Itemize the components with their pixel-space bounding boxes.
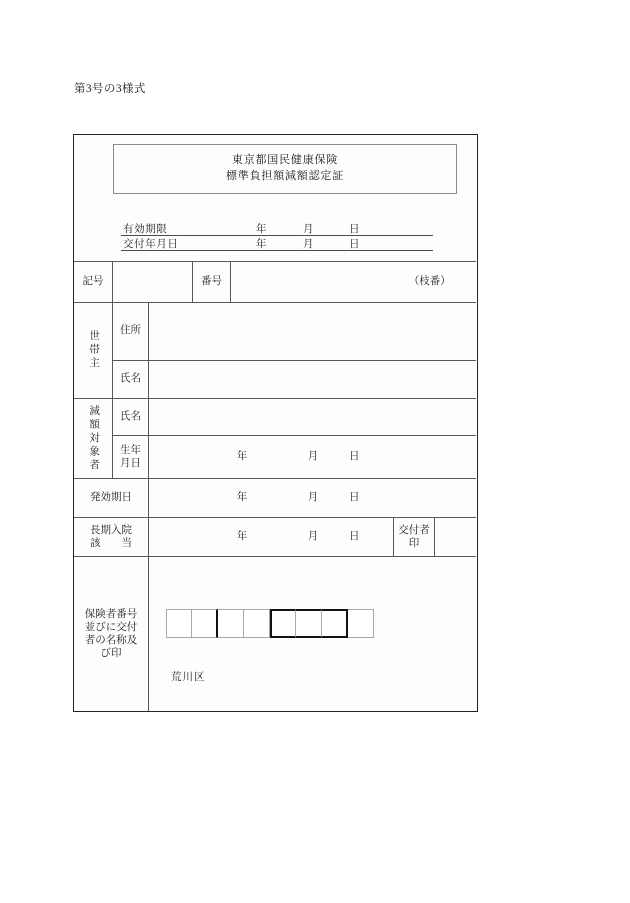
subject-birthdate-value-cell[interactable]	[149, 436, 476, 479]
subject-birthdate-label-line-2: 月日	[120, 458, 141, 469]
householder-address-label-cell	[113, 303, 149, 361]
subject-birthdate-label	[120, 444, 141, 470]
symbol-value-cell[interactable]	[113, 261, 193, 303]
number-label-cell	[193, 261, 231, 303]
effective-date-month-mark: 月	[307, 491, 319, 503]
issuer-seal-label-line-1: 交付者	[398, 524, 430, 536]
subject-name-label-cell	[113, 399, 149, 436]
issue-date-row	[121, 236, 433, 251]
long-term-hospitalization-date-cell[interactable]	[149, 518, 394, 557]
subject-birth-month-mark: 月	[307, 450, 319, 462]
certificate-title-box	[113, 144, 457, 194]
long-term-year-mark: 年	[236, 530, 248, 542]
long-term-day-mark: 日	[349, 530, 360, 542]
issue-month-mark: 月	[303, 239, 314, 250]
subject-birthdate-label-line-1: 生年	[120, 444, 141, 456]
effective-date-year-mark: 年	[236, 491, 248, 503]
issue-day-mark: 日	[349, 239, 360, 250]
insurer-label	[85, 608, 138, 661]
validity-year-mark: 年	[256, 224, 267, 235]
certificate-title-line-2: 標準負担額減額認定証	[226, 170, 344, 182]
issuer-seal-value-cell[interactable]	[435, 518, 476, 557]
branch-number-cell[interactable]	[231, 261, 476, 303]
long-term-hospitalization-label	[90, 524, 132, 550]
subject-name-value-cell[interactable]	[149, 399, 476, 436]
householder-name-label-cell	[113, 361, 149, 399]
symbol-label: 記号	[82, 275, 104, 287]
insurer-label-line-1: 保険者番号	[84, 608, 138, 620]
subject-section-label-cell	[74, 399, 113, 479]
effective-date-label-cell	[74, 479, 149, 518]
certificate-frame	[73, 134, 478, 712]
long-term-hospitalization-label-line-1: 長期入院	[90, 524, 132, 536]
insurer-label-cell	[74, 557, 149, 711]
insurer-number-digit-4[interactable]	[244, 609, 270, 638]
effective-date-value-cell[interactable]	[149, 479, 476, 518]
number-label: 番号	[201, 275, 222, 287]
insurer-name: 荒川区	[171, 672, 206, 683]
householder-address-value-cell[interactable]	[149, 303, 476, 361]
issuer-seal-label	[398, 524, 430, 550]
insurer-number-boxes[interactable]	[166, 609, 374, 638]
insurer-number-digit-8[interactable]	[348, 609, 374, 638]
form-number-label: 第3号の3様式	[74, 83, 146, 95]
subject-name-label: 氏名	[120, 410, 141, 422]
validity-period-label: 有効期限	[123, 224, 168, 235]
effective-date-label: 発効期日	[90, 491, 132, 503]
symbol-label-cell	[74, 261, 113, 303]
insurer-label-line-4: び印	[100, 648, 122, 660]
validity-month-mark: 月	[303, 224, 314, 235]
insurer-number-digit-2[interactable]	[192, 609, 218, 638]
subject-section-label: 減額対象者	[88, 404, 100, 473]
insurer-number-digit-7[interactable]	[322, 609, 348, 638]
issuer-seal-label-line-2: 印	[408, 538, 420, 549]
insurer-label-line-2: 並びに交付	[84, 621, 138, 633]
certificate-main-table	[74, 261, 476, 711]
issue-date-label: 交付年月日	[123, 239, 179, 250]
insurer-number-digit-3[interactable]	[218, 609, 244, 638]
subject-birth-day-mark: 日	[349, 450, 360, 462]
insurer-number-digit-1[interactable]	[166, 609, 192, 638]
effective-date-day-mark: 日	[349, 491, 360, 503]
certificate-title-line-1: 東京都国民健康保険	[231, 154, 339, 167]
long-term-hospitalization-label-line-2: 該 当	[90, 538, 132, 549]
branch-number-label: （枝番）	[408, 275, 451, 287]
subject-birth-year-mark: 年	[236, 450, 248, 462]
issuer-seal-label-cell	[394, 518, 435, 557]
long-term-hospitalization-label-cell	[74, 518, 149, 557]
insurer-number-digit-5[interactable]	[270, 609, 296, 638]
long-term-month-mark: 月	[307, 530, 319, 542]
insurer-label-line-3: 者の名称及	[84, 634, 138, 646]
householder-address-label: 住所	[120, 325, 141, 337]
householder-name-label: 氏名	[120, 373, 141, 385]
issue-year-mark: 年	[256, 239, 267, 250]
householder-name-value-cell[interactable]	[149, 361, 476, 399]
insurer-number-digit-6[interactable]	[296, 609, 322, 638]
validity-day-mark: 日	[349, 224, 360, 235]
validity-period-row	[121, 221, 433, 236]
householder-section-label: 世帯主	[88, 330, 100, 371]
householder-section-label-cell	[74, 303, 113, 399]
subject-birthdate-label-cell	[113, 436, 149, 479]
